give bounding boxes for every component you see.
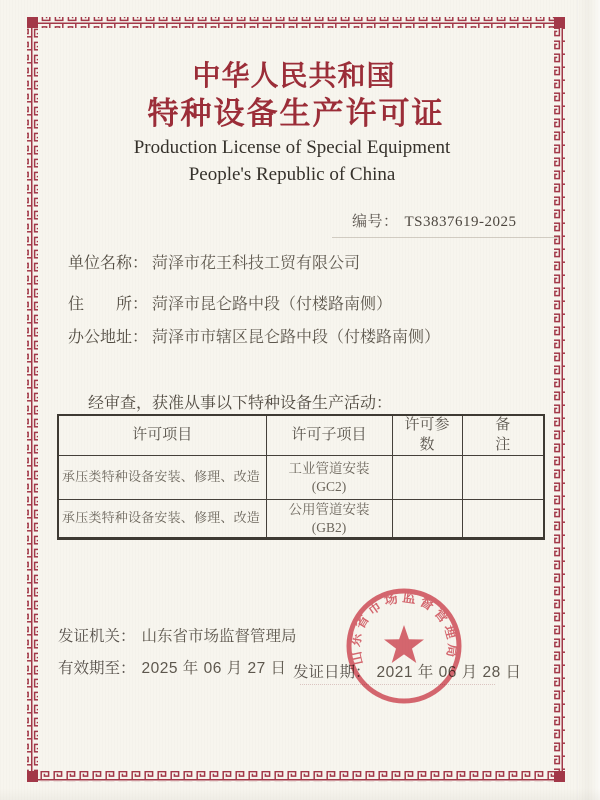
page-edge-bottom [0, 788, 600, 800]
unit-name-value: 菏泽市花王科技工贸有限公司 [152, 255, 361, 272]
border-corner-bl [27, 771, 38, 782]
license-number-row [352, 210, 517, 231]
col-header-sub-project: 许可子项目 [266, 415, 392, 456]
office-address-label: 办公地址： [68, 329, 149, 346]
title-en-line2: People's Republic of China [188, 164, 396, 185]
border-corner-br [554, 771, 565, 782]
title-cn-line2: 特种设备生产许可证 [147, 96, 445, 131]
sub-project-name: 公用管道安装 [288, 501, 370, 517]
issuing-authority-label: 发证机关： [58, 628, 136, 645]
issue-date-value: 2021 年 06 月 28 日 [376, 664, 522, 681]
approval-note: 经审查，获准从事以下特种设备生产活动： [88, 395, 393, 412]
license-number-value: TS3837619-2025 [404, 214, 517, 230]
sub-project-code: (GB2) [311, 519, 347, 535]
border-top [38, 17, 554, 28]
official-seal [341, 583, 467, 709]
col-header-remarks [462, 415, 544, 456]
table-row [58, 456, 544, 500]
field-unit-name [68, 250, 360, 273]
table-row [58, 500, 544, 539]
cell-project: 承压类特种设备安装、修理、改造 [58, 456, 266, 500]
col-header-remarks-text: 备注 [495, 417, 511, 453]
border-corner-tr [554, 17, 565, 28]
license-number-label: 编号： [352, 214, 399, 230]
sub-project-code: (GC2) [311, 478, 347, 494]
page-edge-right [577, 0, 600, 800]
seal-arc-text: 山东省市场监督管理局 [347, 589, 461, 667]
valid-until-value: 2025 年 06 月 27 日 [141, 660, 287, 677]
cell-project: 承压类特种设备安装、修理、改造 [58, 500, 266, 539]
license-table [57, 414, 545, 540]
col-header-project: 许可项目 [58, 415, 266, 456]
border-bottom [38, 771, 554, 782]
cell-sub-project [266, 500, 392, 539]
col-header-params [392, 415, 462, 456]
issuing-authority-row [58, 624, 297, 646]
residence-label: 住 所： [68, 296, 149, 313]
table-header-row [58, 415, 544, 456]
license-number-underline [332, 237, 560, 238]
cell-params [392, 500, 462, 539]
field-residence [68, 291, 392, 314]
valid-until-row [58, 656, 287, 678]
col-header-params-text: 许可参数 [404, 417, 450, 453]
valid-until-label: 有效期至： [58, 660, 136, 677]
field-office-address [68, 324, 440, 347]
seal-star-icon [384, 625, 424, 663]
cell-sub-project [266, 456, 392, 500]
issuing-authority-value: 山东省市场监督管理局 [141, 628, 297, 645]
office-address-value: 菏泽市市辖区昆仑路中段（付楼路南侧） [152, 329, 441, 346]
title-en-line1: Production License of Special Equipment [133, 137, 451, 158]
border-corner-tl [27, 17, 38, 28]
residence-value: 菏泽市昆仑路中段（付楼路南侧） [152, 296, 393, 313]
license-table-wrap [57, 414, 543, 540]
title-cn-line1: 中华人民共和国 [192, 61, 396, 92]
sub-project-name: 工业管道安装 [288, 460, 370, 476]
unit-name-label: 单位名称： [68, 255, 149, 272]
cell-remarks [462, 500, 544, 539]
cell-remarks [462, 456, 544, 500]
cell-params [392, 456, 462, 500]
issue-date-label: 发证日期： [293, 664, 371, 681]
